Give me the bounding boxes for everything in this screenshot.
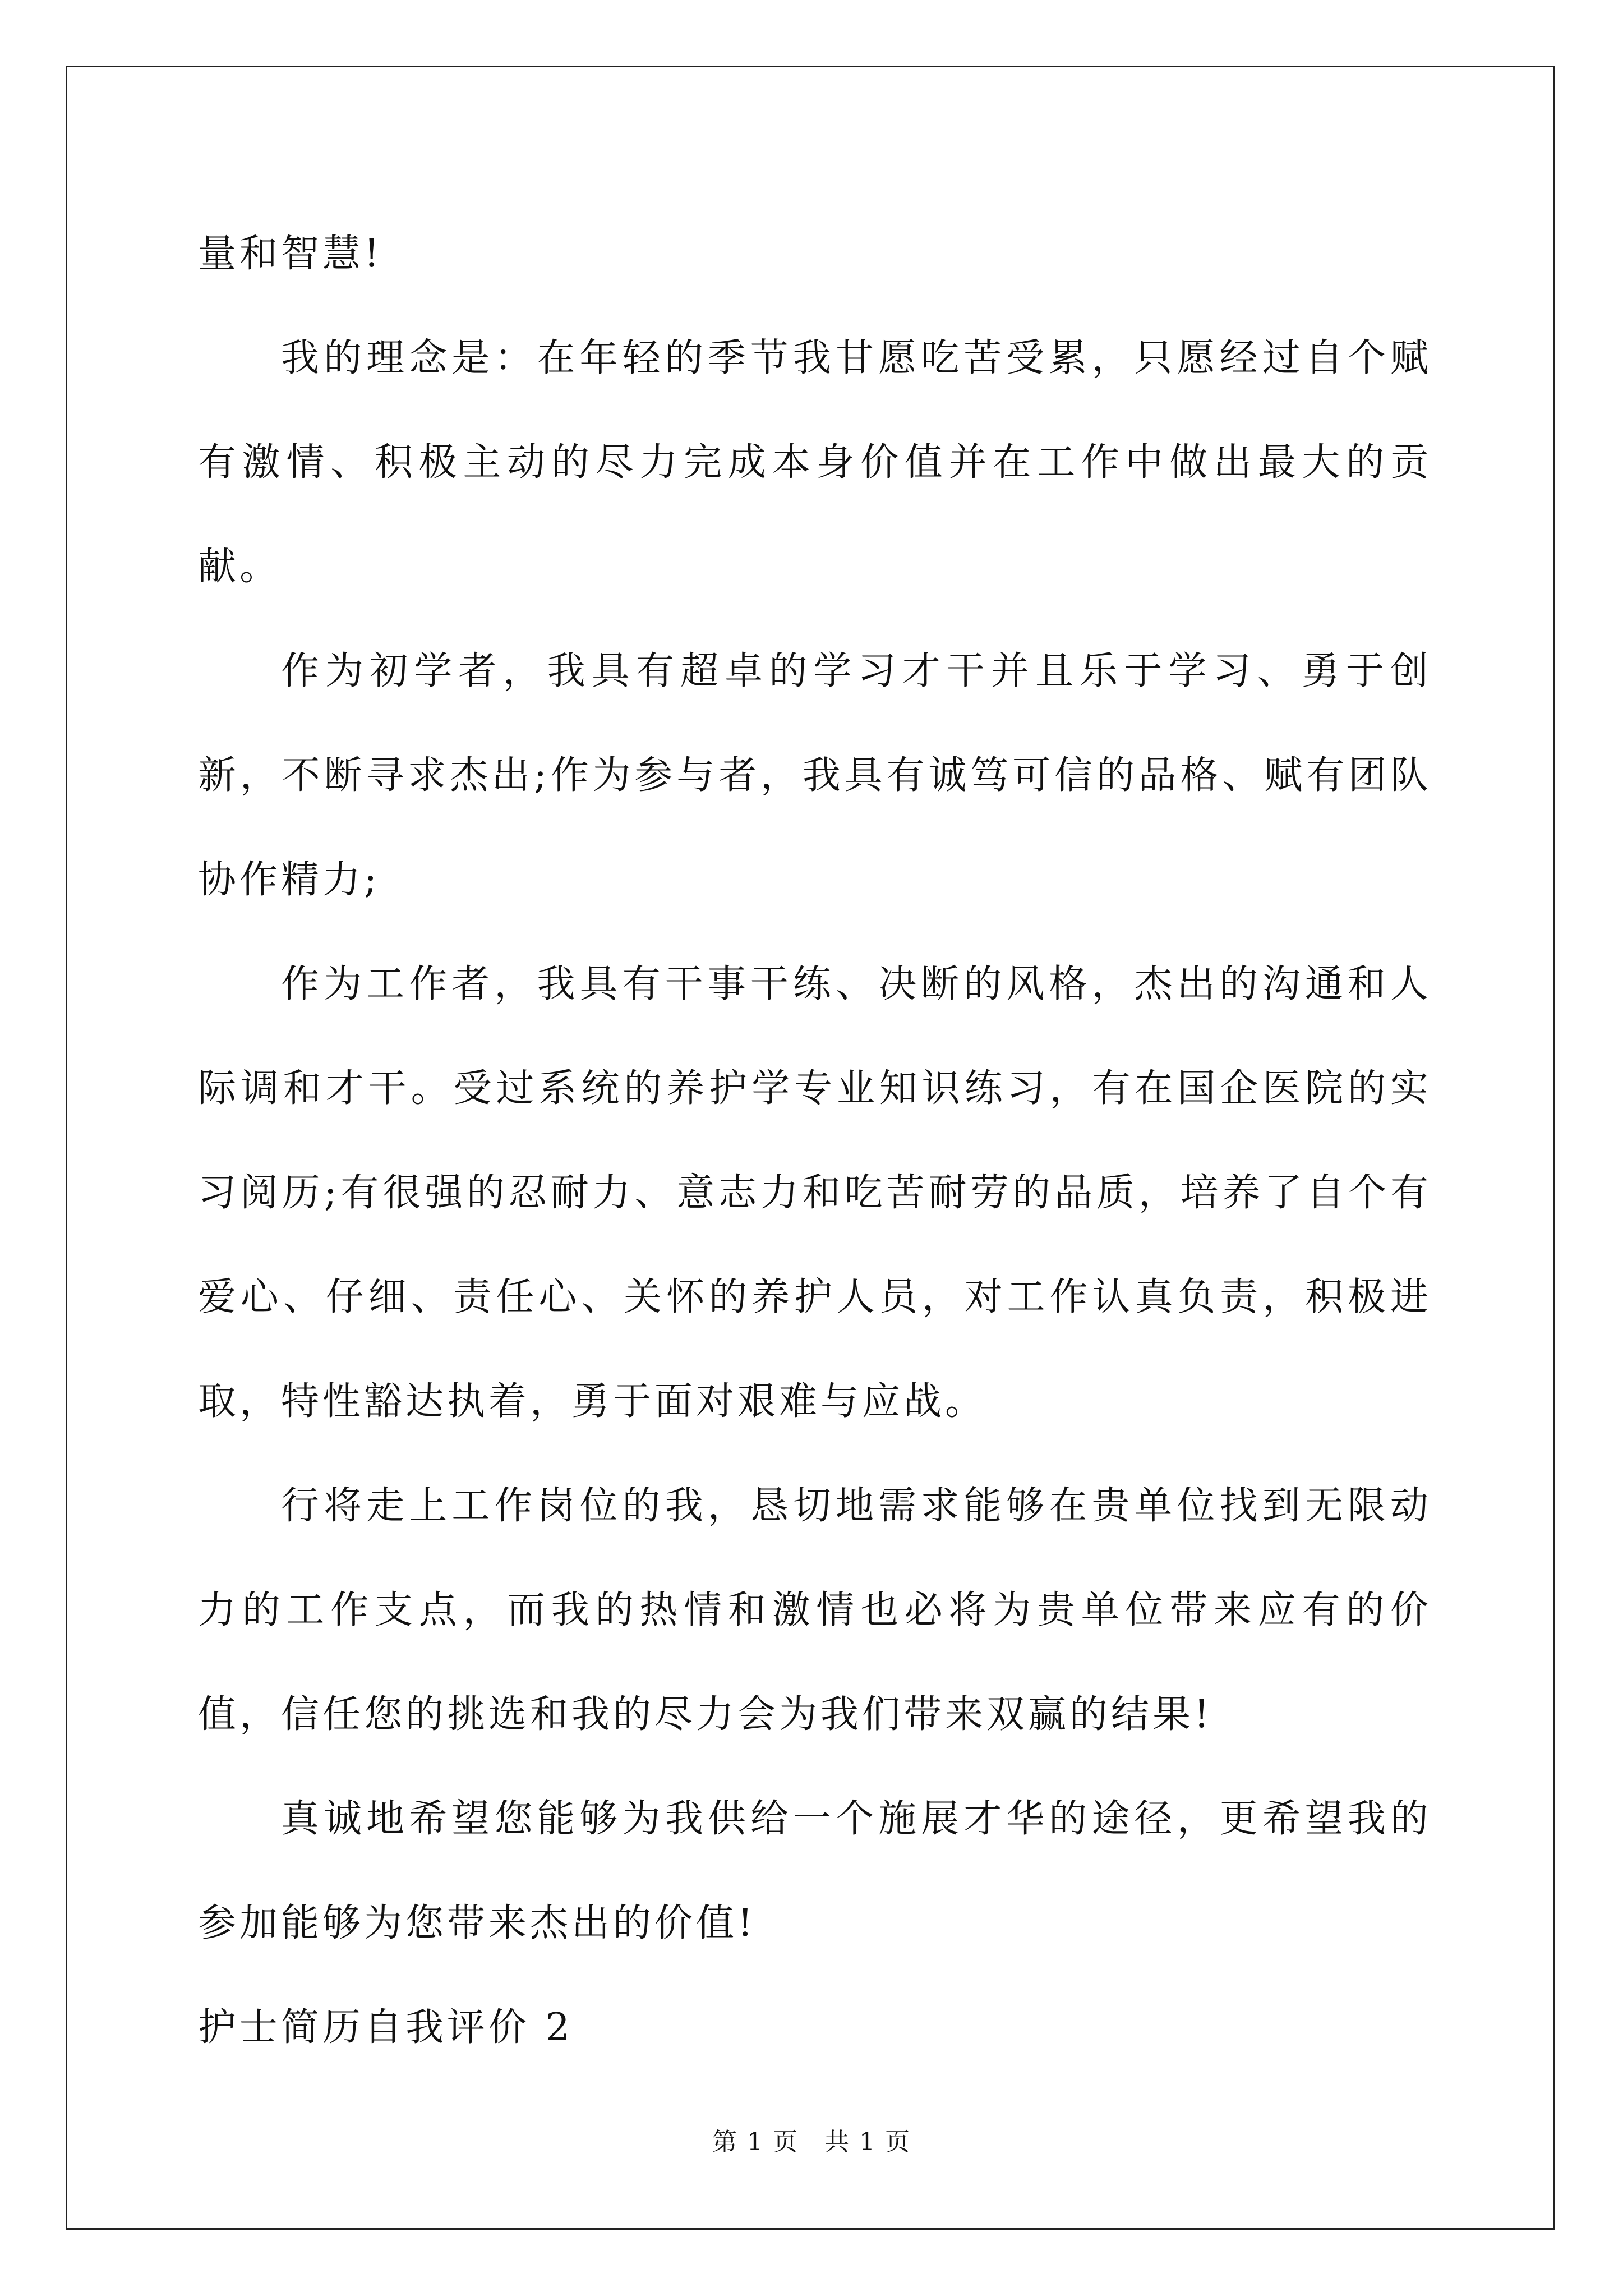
page-footer: 第 1 页 共 1 页 bbox=[712, 2128, 911, 2156]
paragraph-1: 量和智慧! bbox=[198, 232, 383, 276]
paragraph-4: 作为工作者，我具有干事干练、决断的风格，杰出的沟通和人际调和才干。受过系统的养护学专业知识练习，有在国企医院的实习阅历;有很强的忍耐力、意志力和吃苦耐劳的品质，培养了自个有爱心、仔细、责任心、关怀的养护人员，对工作认真负责，积极进取，特性豁达执着，勇于面对艰难与应战。 bbox=[198, 962, 1432, 1424]
paragraph-5: 行将走上工作岗位的我，恳切地需求能够在贵单位找到无限动力的工作支点，而我的热情和激情也必将为贵单位带来应有的价值，信任您的挑选和我的尽力会为我们带来双赢的结果! bbox=[198, 1484, 1432, 1737]
paragraph-3: 作为初学者，我具有超卓的学习才干并且乐于学习、勇于创新，不断寻求杰出;作为参与者，我具有诚笃可信的品格、赋有团队协作精力; bbox=[198, 649, 1432, 902]
paragraph-2: 我的理念是：在年轻的季节我甘愿吃苦受累，只愿经过自个赋有激情、积极主动的尽力完成本身价值并在工作中做出最大的贡献。 bbox=[198, 336, 1432, 589]
document-body bbox=[198, 202, 1432, 2080]
section-heading: 护士简历自我评价 2 bbox=[198, 2005, 573, 2050]
paragraph-6: 真诚地希望您能够为我供给一个施展才华的途径，更希望我的参加能够为您带来杰出的价值! bbox=[198, 1797, 1432, 1945]
